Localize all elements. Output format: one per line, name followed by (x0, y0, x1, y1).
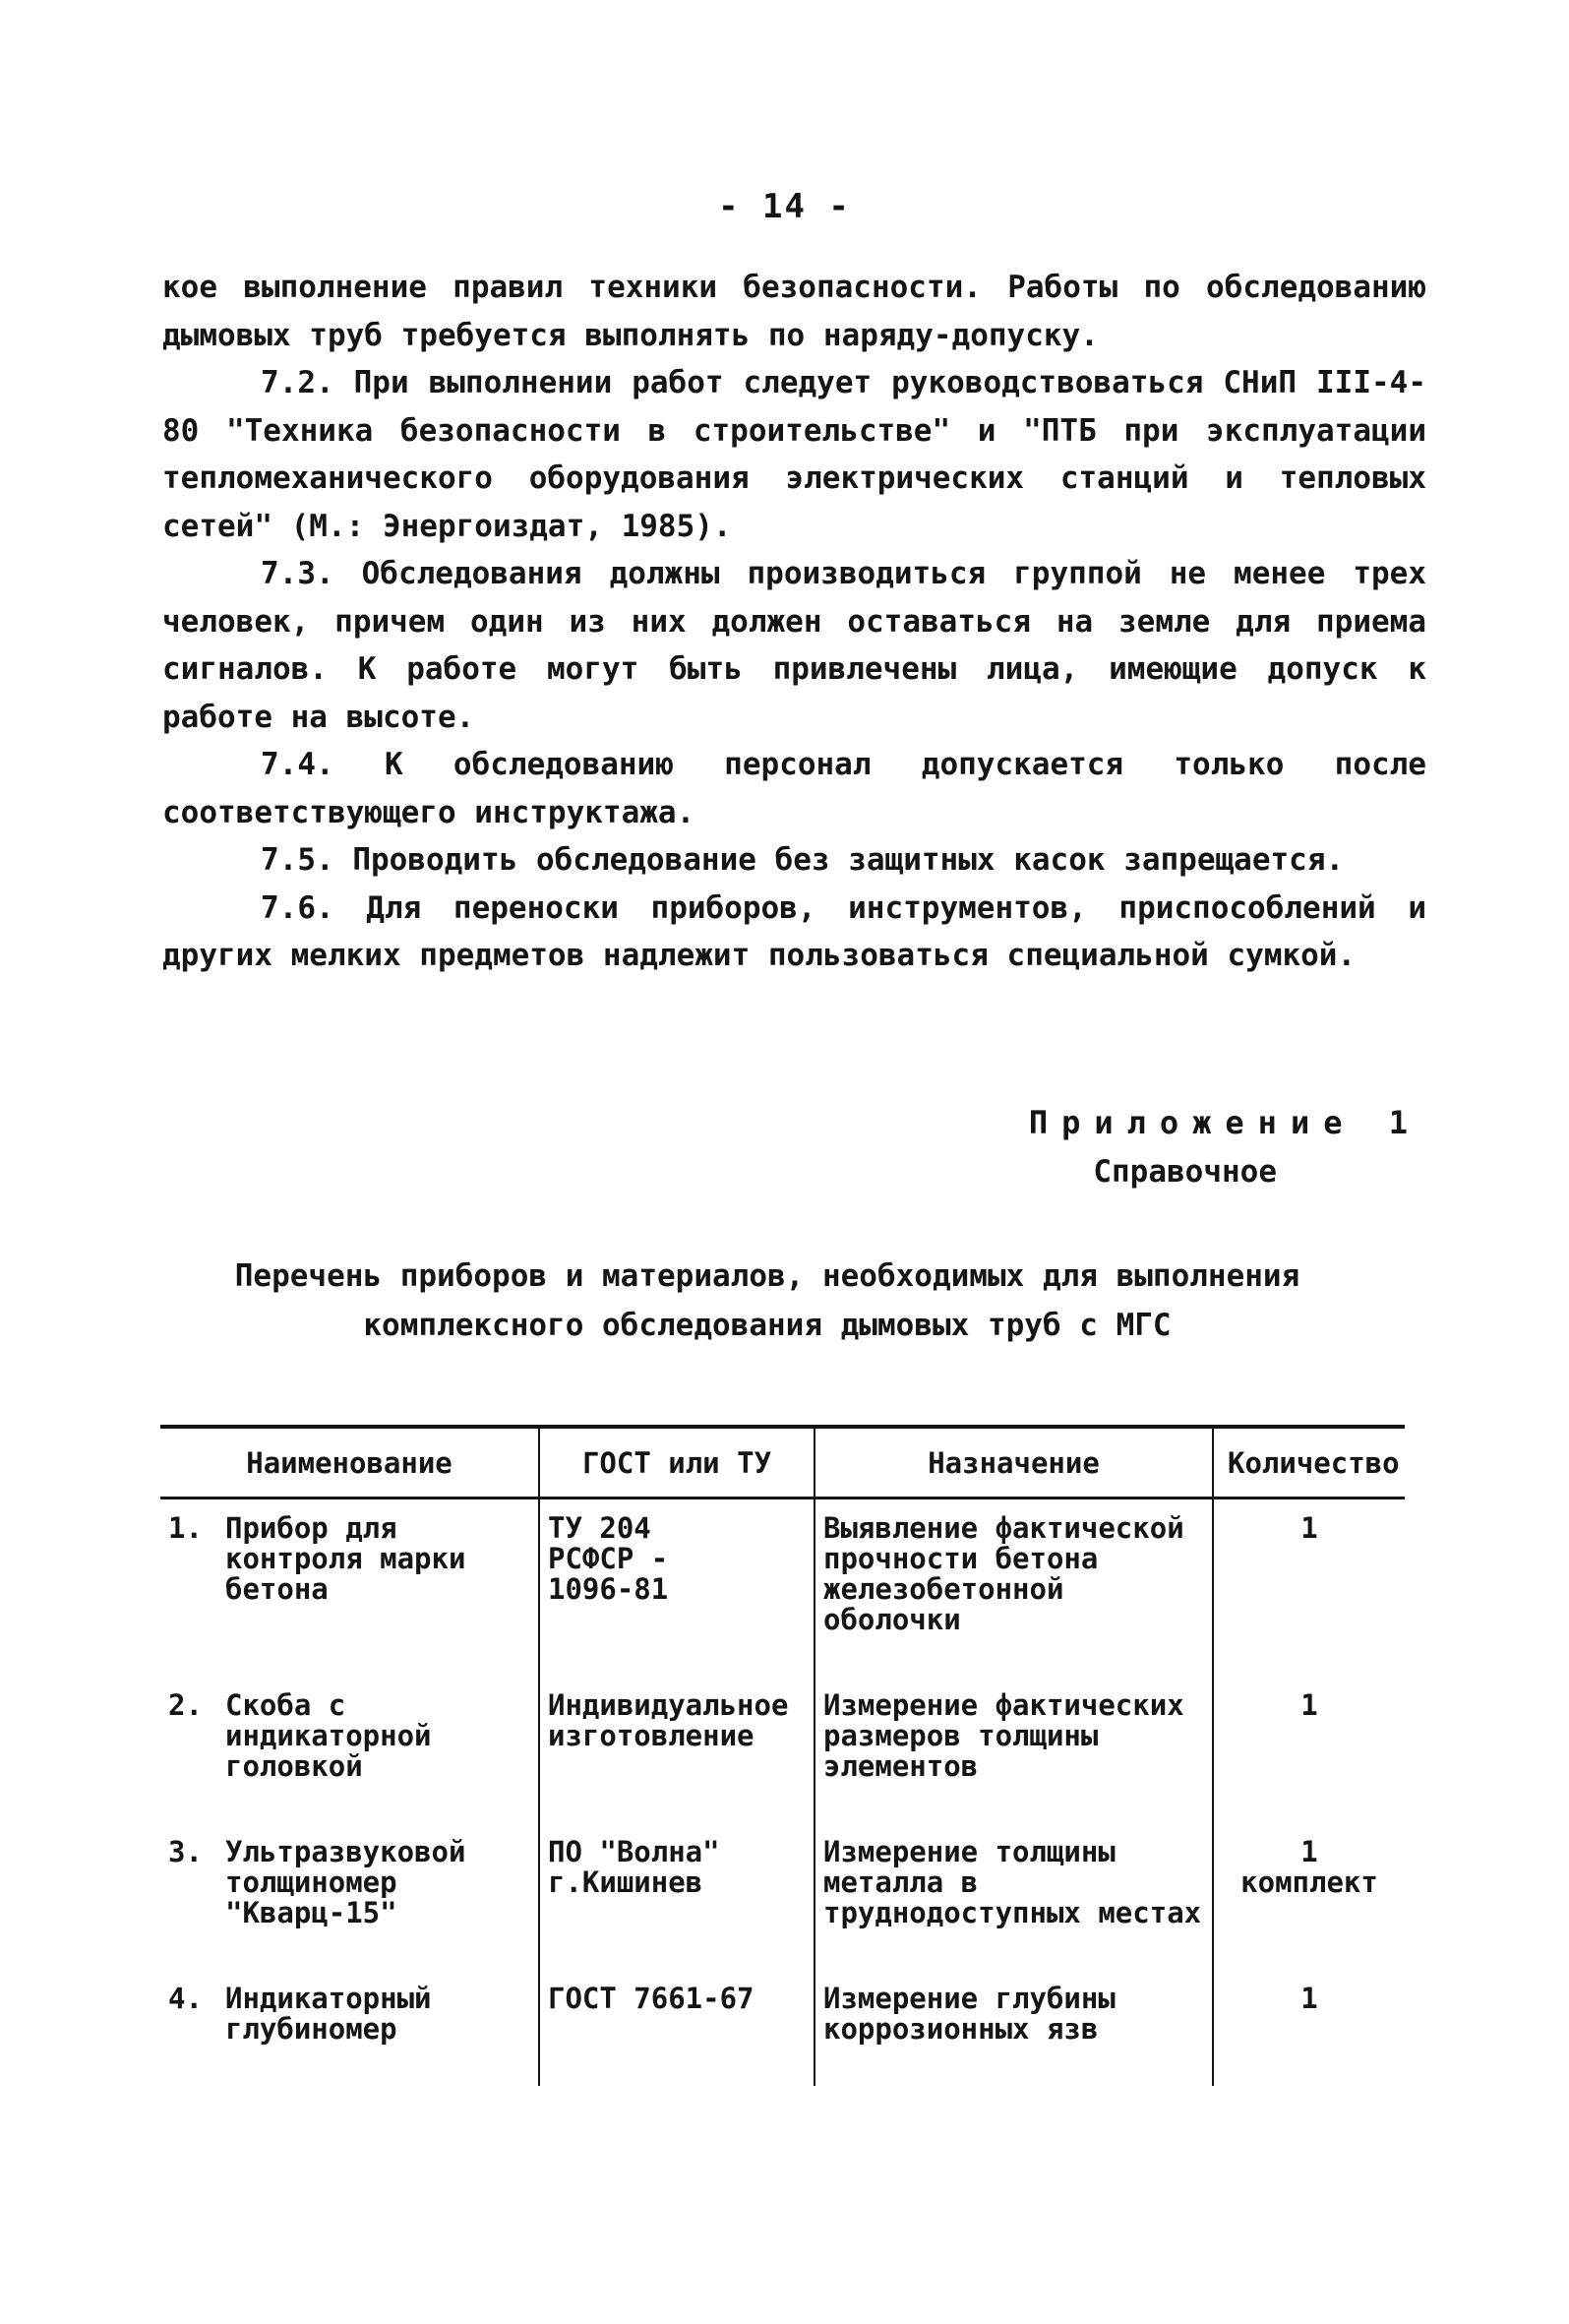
quantity-cell: 1 (1213, 1677, 1405, 1823)
list-title-line: Перечень приборов и материалов, необходимых для выполнения (234, 1258, 1300, 1294)
purpose-cell: Выявление фактической прочности бетона железобетонной оболочки (815, 1498, 1213, 1678)
name-cell (160, 1498, 539, 1678)
list-title (0, 1252, 1535, 1350)
purpose-cell: Измерение толщины металла в труднодоступных местах (815, 1823, 1213, 1970)
paragraph: 7.3. Обследования должны производиться группой не менее трех человек, причем один из них должен оставаться на земле для приема сигналов. К работе могут быть привлечены лица, имеющие допуск к работе на высоте. (162, 556, 1426, 735)
appendix-title: Приложение 1 (1028, 1104, 1421, 1141)
header-quantity: Количество (1213, 1427, 1405, 1498)
row-number: 3. (168, 1835, 203, 1868)
quantity-cell: 1 (1213, 1498, 1405, 1678)
row-number: 4. (168, 1982, 203, 2015)
standard-cell: ТУ 204 РСФСР - 1096-81 (539, 1498, 815, 1678)
table-row (160, 1677, 1405, 1823)
paragraph: 7.4. К обследованию персонал допускается только после соответствующего инструктажа. (162, 747, 1426, 830)
name-cell (160, 1677, 539, 1823)
quantity-cell: 1 (1213, 1970, 1405, 2086)
purpose-cell: Измерение глубины коррозионных язв (815, 1970, 1213, 2086)
standard-cell: ГОСТ 7661-67 (539, 1970, 815, 2086)
header-name: Наименование (160, 1427, 539, 1498)
quantity-cell: 1 комплект (1213, 1823, 1405, 1970)
name-cell (160, 1970, 539, 2086)
appendix-subtitle: Справочное (1093, 1154, 1277, 1190)
header-purpose: Назначение (815, 1427, 1213, 1498)
row-number: 2. (168, 1688, 203, 1722)
row-name: Ультразвуковой толщиномер "Кварц-15" (225, 1835, 466, 1929)
row-name: Индикаторный глубиномер (225, 1982, 432, 2046)
devices-table (160, 1425, 1405, 2086)
table-header-row (160, 1427, 1405, 1498)
row-name: Прибор для контроля марки бетона (225, 1511, 466, 1606)
paragraph: 7.5. Проводить обследование без защитных касок запрещается. (261, 842, 1345, 878)
row-number: 1. (168, 1511, 203, 1545)
table-row (160, 1823, 1405, 1970)
row-name: Скоба с индикаторной головкой (225, 1688, 432, 1783)
purpose-cell: Измерение фактических размеров толщины элементов (815, 1677, 1213, 1823)
list-title-line: комплексного обследования дымовых труб с МГС (363, 1308, 1172, 1343)
paragraph: 7.2. При выполнении работ следует руководствоваться СНиП III-4-80 "Техника безопасности в строительстве" и "ПТБ при эксплуатации тепломеханического оборудования электрических станций и тепловых сетей" (М.: Энергоиздат, 1985). (162, 365, 1426, 544)
paragraph: 7.6. Для переноски приборов, инструментов, приспособлений и других мелких предметов надлежит пользоваться специальной сумкой. (162, 889, 1426, 973)
standard-cell: ПО "Волна" г.Кишинев (539, 1823, 815, 1970)
name-cell (160, 1823, 539, 1970)
paragraph: кое выполнение правил техники безопасности. Работы по обследованию дымовых труб требуется выполнять по наряду-допуску. (162, 270, 1426, 353)
body-text (162, 264, 1426, 980)
page-number: - 14 - (718, 187, 851, 226)
header-standard: ГОСТ или ТУ (539, 1427, 815, 1498)
standard-cell: Индивидуальное изготовление (539, 1677, 815, 1823)
table-row (160, 1498, 1405, 1678)
table-row (160, 1970, 1405, 2086)
